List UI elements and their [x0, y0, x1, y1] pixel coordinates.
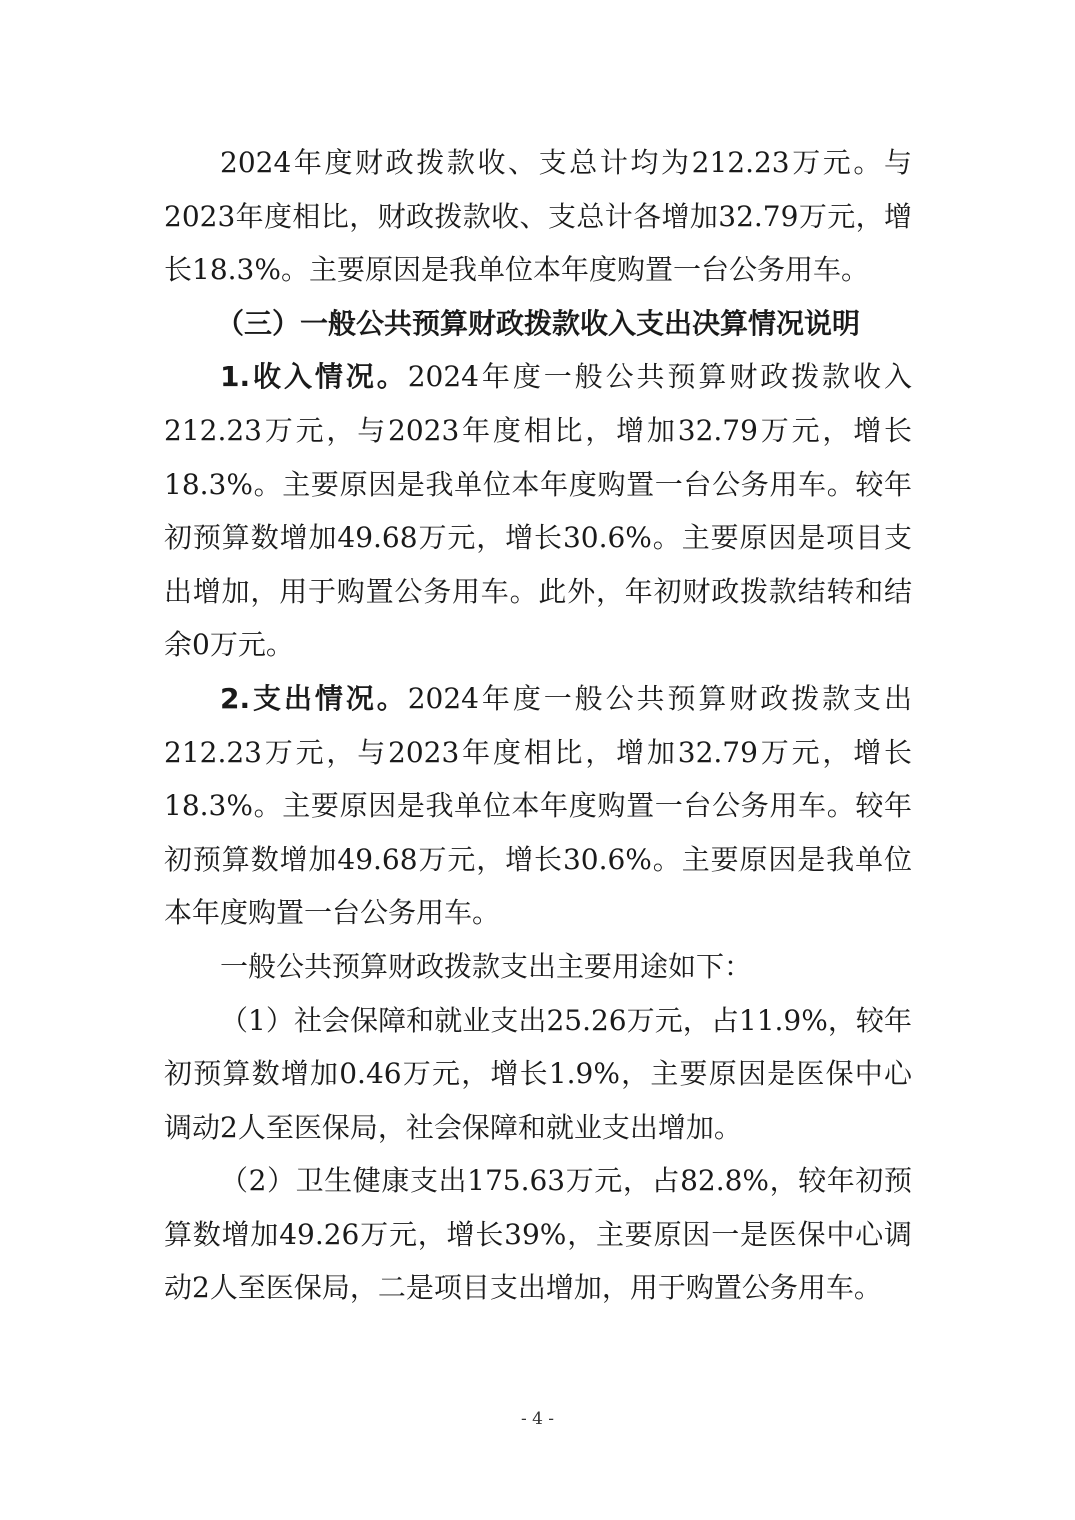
- paragraph-text: （1）社会保障和就业支出25.26万元，占11.9%，较年初预算数增加0.46万元，增长1.9%，主要原因是医保中心调动2人至医保局，社会保障和就业支出增加。: [164, 1003, 912, 1144]
- section-heading: （三）一般公共预算财政拨款收入支出决算情况说明: [215, 306, 860, 340]
- paragraph-text: （2）卫生健康支出175.63万元，占82.8%，较年初预算数增加49.26万元，增长39%，主要原因一是医保中心调动2人至医保局，二是项目支出增加，用于购置公务用车。: [164, 1164, 912, 1305]
- paragraph-text: 2024年度财政拨款收、支总计均为212.23万元。与2023年度相比，财政拨款收、支总计各增加32.79万元，增长18.3%。主要原因是我单位本年度购置一台公务用车。: [164, 146, 912, 287]
- paragraph-lead: 2.支出情况。: [220, 681, 408, 715]
- paragraph-expenditure: [164, 672, 912, 940]
- page-number: - 4 -: [520, 1409, 555, 1429]
- paragraph-lead: 1.收入情况。: [220, 360, 408, 394]
- paragraph-text: 2024年度一般公共预算财政拨款支出212.23万元，与2023年度相比，增加32.79万元，增长18.3%。主要原因是我单位本年度购置一台公务用车。较年初预算数增加49.68万元，增长30.6%。主要原因是我单位本年度购置一台公务用车。: [164, 681, 912, 930]
- paragraph-social-security: [164, 994, 912, 1155]
- paragraph-text: 一般公共预算财政拨款支出主要用途如下：: [220, 949, 753, 983]
- paragraph-text: 2024年度一般公共预算财政拨款收入212.23万元，与2023年度相比，增加32.79万元，增长18.3%。主要原因是我单位本年度购置一台公务用车。较年初预算数增加49.68万元，增长30.6%。主要原因是项目支出增加，用于购置公务用车。此外，年初财政拨款结转和结余0万元。: [164, 360, 912, 662]
- paragraph-total-overview: [164, 136, 912, 297]
- paragraph-uses-intro: [164, 940, 912, 994]
- paragraph-income: [164, 350, 912, 672]
- paragraph-health: [164, 1154, 912, 1315]
- document-body: [164, 136, 912, 1315]
